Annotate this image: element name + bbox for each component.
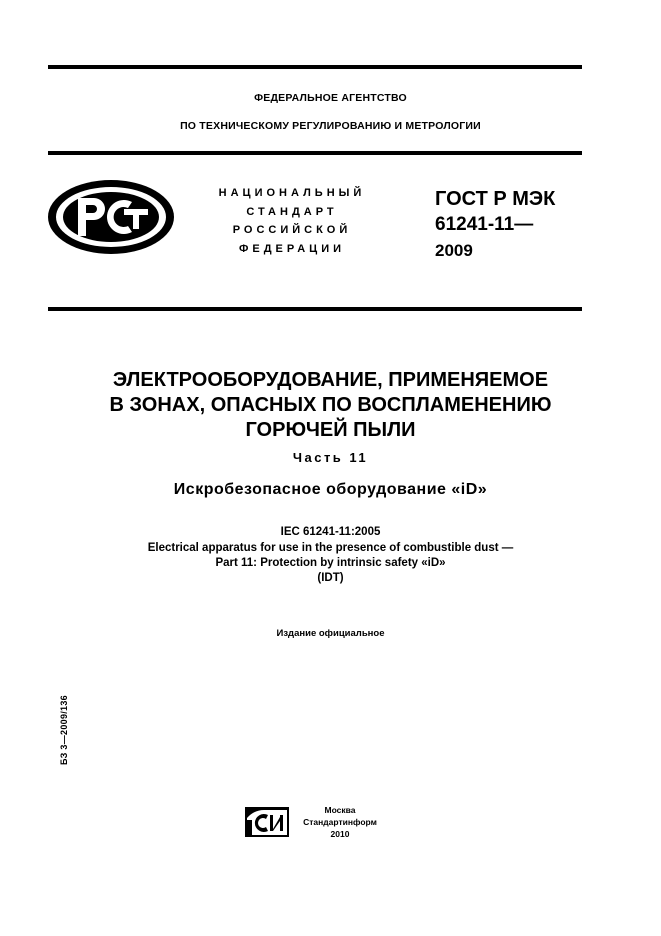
publisher-name: Стандартинформ: [303, 817, 377, 827]
title-block-rule: [48, 307, 582, 311]
standard-type-line-3: РОССИЙСКОЙ: [232, 224, 352, 236]
designation-line-1: ГОСТ Р МЭК: [435, 188, 556, 210]
part-number: Часть 11: [292, 450, 369, 465]
iec-designation: IEC 61241-11:2005: [280, 526, 381, 538]
edition-note: Издание официальное: [276, 628, 385, 639]
designation-line-3: 2009: [435, 241, 473, 260]
side-code: БЗ 3—2009/136: [59, 695, 69, 765]
agency-line-2: ПО ТЕХНИЧЕСКОМУ РЕГУЛИРОВАНИЮ И МЕТРОЛОГИИ: [180, 120, 481, 132]
title-line-2: В ЗОНАХ, ОПАСНЫХ ПО ВОСПЛАМЕНЕНИЮ: [109, 394, 552, 416]
standartinform-logo-icon: [244, 806, 290, 838]
iec-title-line-2: Part 11: Protection by intrinsic safety «iD»: [215, 557, 446, 569]
top-rule: [48, 65, 582, 69]
publisher-city: Москва: [324, 805, 356, 815]
standard-type-line-1: НАЦИОНАЛЬНЫЙ: [218, 187, 366, 199]
title-line-1: ЭЛЕКТРООБОРУДОВАНИЕ, ПРИМЕНЯЕМОЕ: [112, 369, 549, 391]
agency-line-1: ФЕДЕРАЛЬНОЕ АГЕНТСТВО: [254, 92, 407, 104]
document-subtitle: Искробезопасное оборудование «iD»: [173, 481, 488, 498]
header-rule: [48, 151, 582, 155]
rst-logo-icon: [46, 178, 176, 256]
iec-equivalence: (IDT): [317, 572, 344, 584]
publisher-year: 2010: [330, 829, 350, 839]
title-line-3: ГОРЮЧЕЙ ПЫЛИ: [245, 419, 416, 441]
designation-line-2: 61241-11—: [435, 214, 534, 235]
standard-type-line-4: ФЕДЕРАЦИИ: [238, 243, 346, 255]
standard-type-line-2: СТАНДАРТ: [246, 206, 338, 218]
iec-title-line-1: Electrical apparatus for use in the presence of combustible dust —: [147, 542, 514, 554]
